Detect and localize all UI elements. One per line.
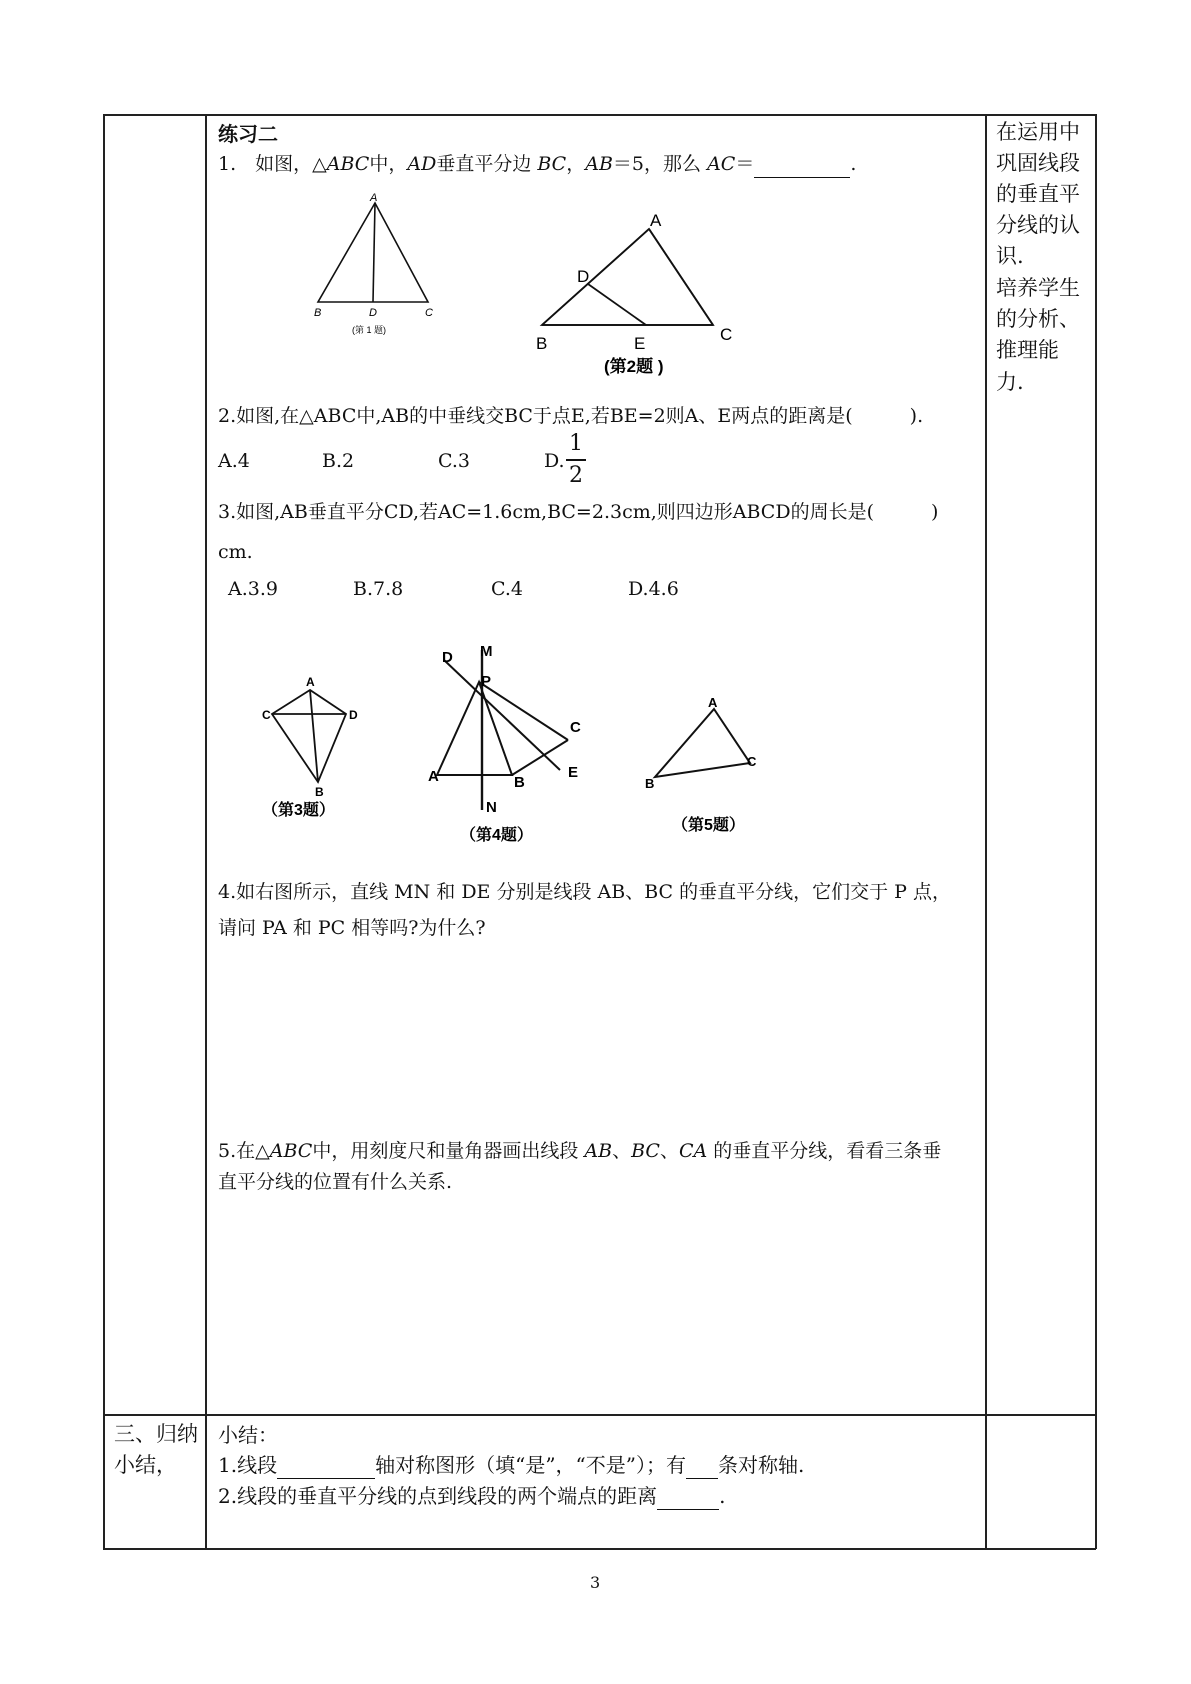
fig4-label-n: N [486,799,497,816]
fig1-label-b: B [314,307,322,319]
table-border-top [103,114,1096,116]
fig1-label-a: A [370,192,378,204]
table-border-right [1095,114,1097,1549]
fig4-label-d: D [442,649,453,666]
q3-option-b: B.7.8 [353,578,404,600]
note-line: 分线的认 [996,213,1080,237]
question-5-line-1: 5.在△ABC中，用刻度尺和量角器画出线段 AB、BC、CA 的垂直平分线，看看三条垂 [218,1140,942,1162]
fig3-label-c: C [262,708,271,722]
figure-5 [640,695,770,840]
fig2-label-a: A [650,211,662,230]
fig4-caption: （第4题） [460,827,533,844]
fig4-label-b: B [514,774,525,791]
table-row-divider [103,1414,1096,1416]
fig2-caption: (第2题 ) [604,357,664,376]
fig3-label-a: A [306,675,315,689]
summary-title: 小结： [218,1423,278,1447]
fig3-label-d: D [349,708,358,722]
fraction-one-half: 1 2 [566,433,586,487]
note-line: 巩固线段 [996,151,1080,175]
q3-option-d: D.4.6 [628,578,679,600]
answer-blank [657,1489,719,1510]
q3-option-c: C.4 [491,578,523,600]
fig2-label-b: B [536,334,548,353]
fig4-label-p: P [481,673,492,690]
fig3-caption: （第3题） [262,802,335,819]
question-5-line-2: 直平分线的位置有什么关系. [218,1171,453,1193]
question-3-line-1: 3.如图,AB垂直平分CD,若AC=1.6cm,BC=2.3cm,则四边形ABCD的周长是( ) [218,501,939,523]
fig2-label-c: C [720,325,733,344]
fig1-caption: (第 1 题) [352,325,387,335]
note-line: 的分析、 [996,307,1080,331]
fig5-caption: （第5题） [672,817,745,834]
section-3-label-line-2: 小结， [114,1453,177,1477]
fig4-label-m: M [480,643,493,660]
note-line: 力. [996,370,1024,394]
fig5-label-a: A [708,695,718,710]
figure-2 [530,210,750,380]
summary-item-1: 1.线段 轴对称图形（填“是”，“不是”）；有 条对称轴. [218,1453,805,1477]
fig4-label-e: E [568,764,579,781]
table-column-divider-1 [205,114,207,1549]
fig2-label-e: E [634,334,646,353]
page-number: 3 [590,1573,601,1592]
table-border-left [103,114,105,1549]
fig3-label-b: B [315,785,324,799]
figure-1 [300,188,450,338]
summary-item-2: 2.线段的垂直平分线的点到线段的两个端点的距离 . [218,1484,726,1508]
note-line: 培养学生 [996,276,1080,300]
question-3-line-2: cm. [218,541,253,563]
fig4-label-a: A [428,768,439,785]
fig1-label-d: D [369,307,377,319]
q2-option-d: D. [544,450,565,472]
q2-option-b: B.2 [322,450,355,472]
answer-blank [754,158,850,178]
q2-option-c: C.3 [438,450,470,472]
section-3-label-line-1: 三、归纳 [114,1422,198,1446]
note-line: 的垂直平 [996,182,1080,206]
fig5-label-b: B [645,776,655,791]
table-column-divider-2 [985,114,987,1549]
figure-4 [420,640,620,850]
figure-3 [258,665,373,825]
note-line: 在运用中 [996,120,1080,144]
note-line: 识. [996,244,1024,268]
table-border-bottom [103,1548,1096,1550]
question-1: 1. 如图，△ABC中，AD垂直平分边 BC，AB＝5，那么 AC＝ . [218,155,856,178]
exercise-title: 练习二 [218,122,278,146]
question-4-line-2: 请问 PA 和 PC 相等吗?为什么? [218,917,486,939]
fig1-label-c: C [425,307,433,319]
note-line: 推理能 [996,338,1059,362]
fig4-label-c: C [570,719,581,736]
answer-blank [277,1458,375,1479]
q3-option-a: A.3.9 [228,578,278,600]
fig2-label-d: D [577,267,590,286]
answer-blank [686,1458,718,1479]
question-2: 2.如图,在△ABC中,AB的中垂线交BC于点E,若BE=2则A、E两点的距离是( ). [218,405,924,427]
q2-option-a: A.4 [218,450,250,472]
fig5-label-c: C [747,754,757,769]
question-4-line-1: 4.如右图所示，直线 MN 和 DE 分别是线段 AB、BC 的垂直平分线，它们交于 P 点， [218,881,951,903]
